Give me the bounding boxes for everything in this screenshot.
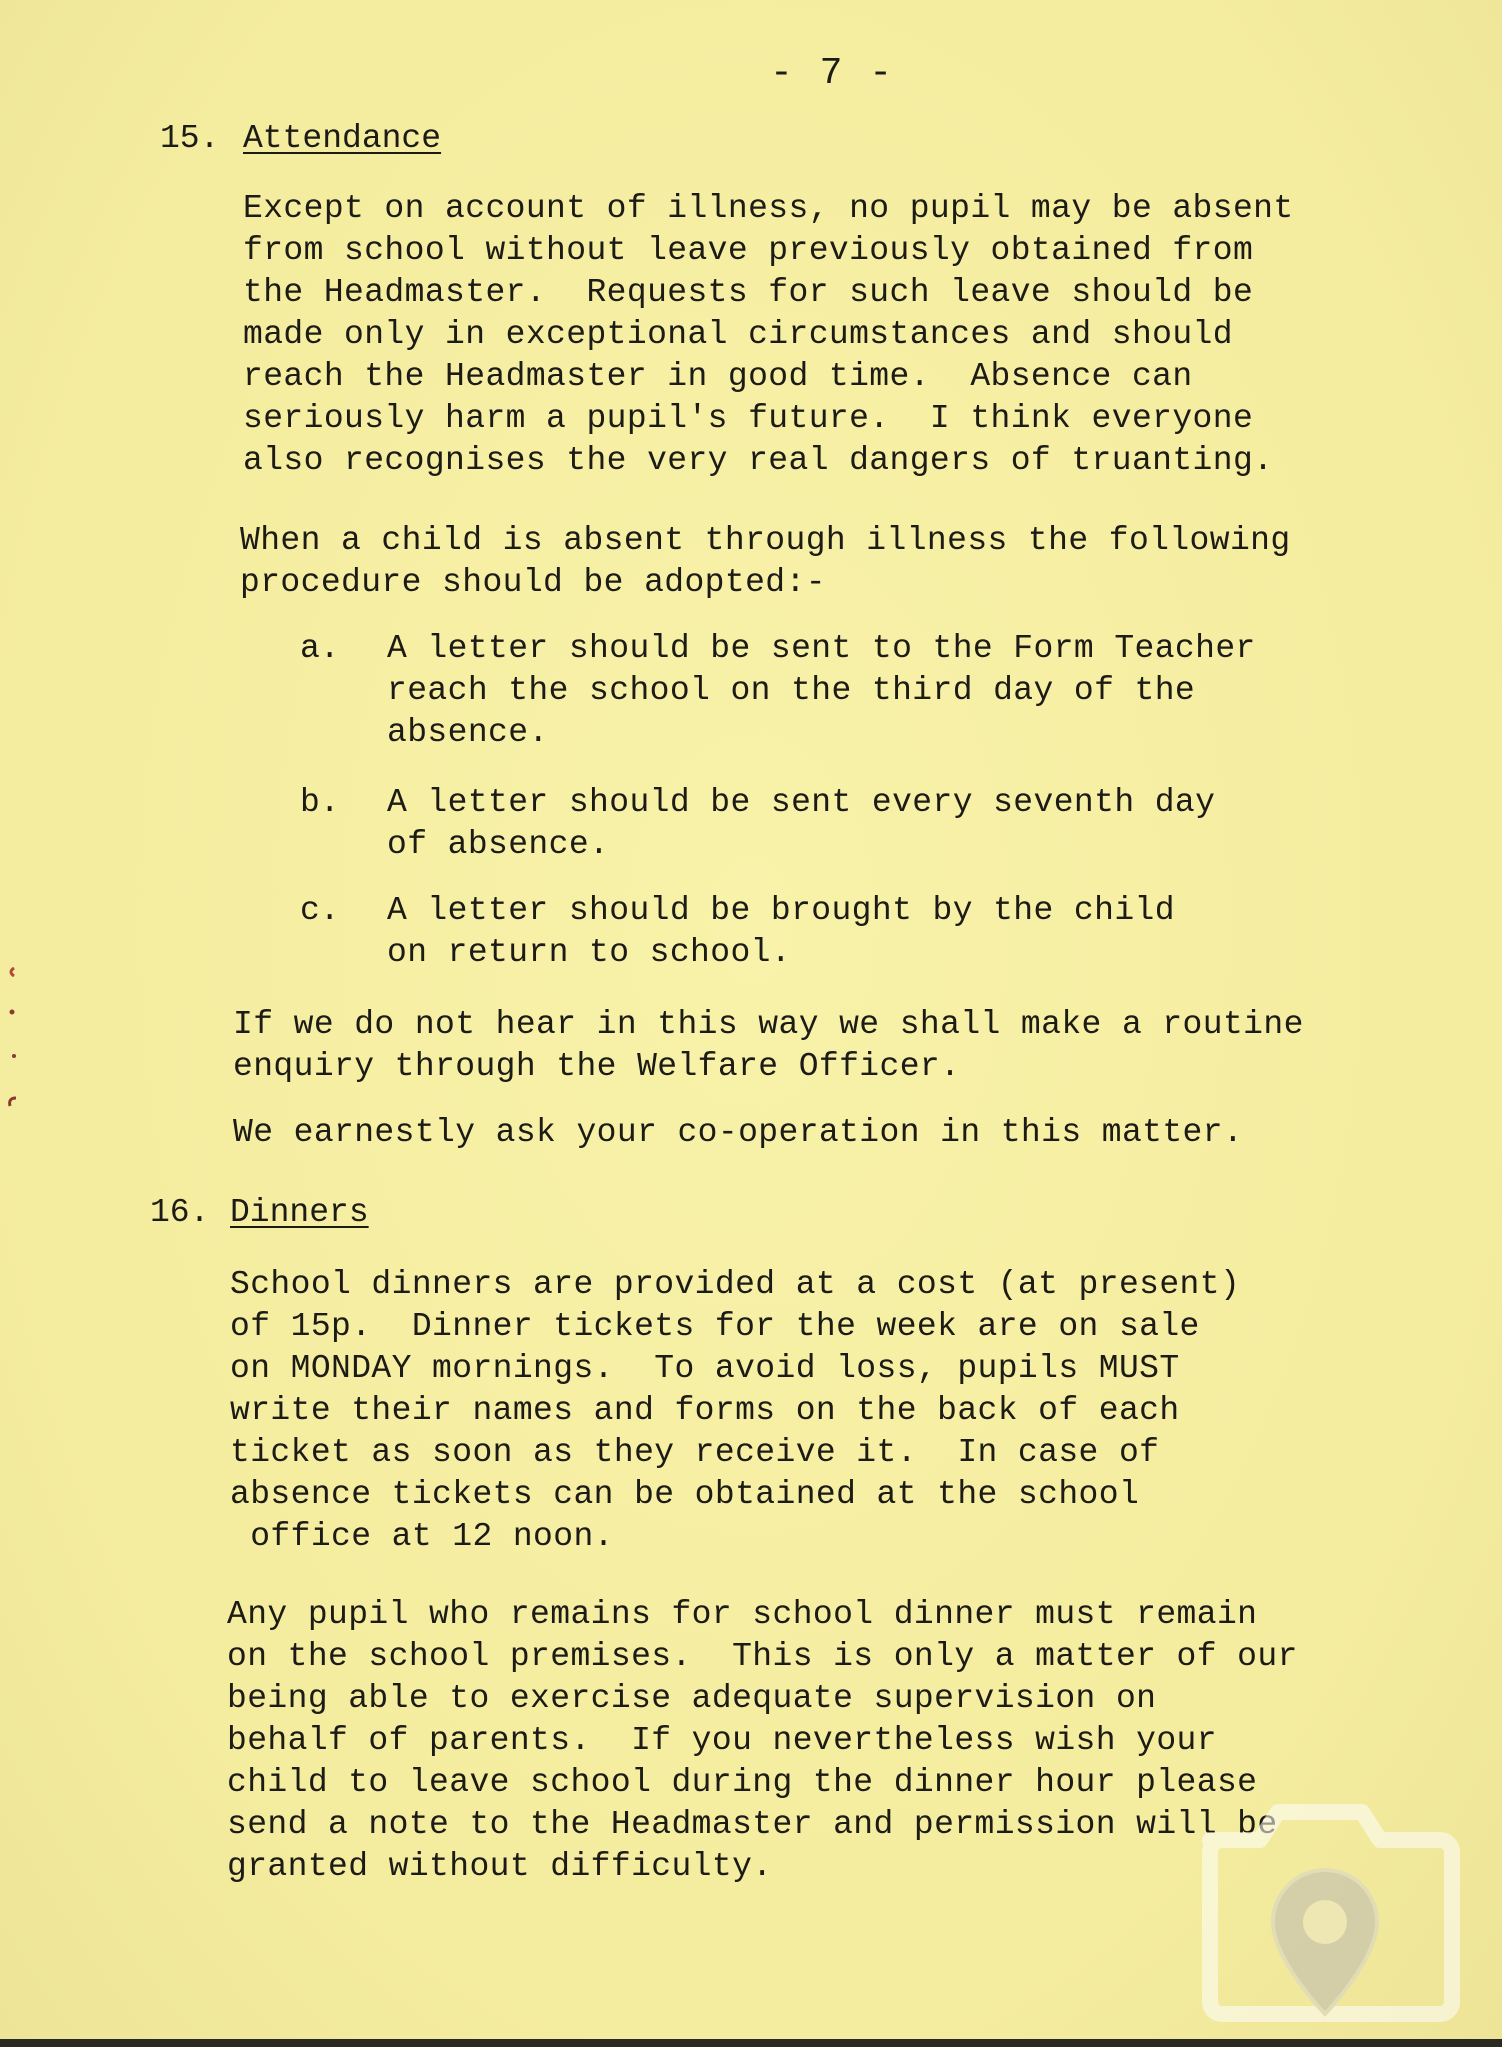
text-line: procedure should be adopted:- [240, 564, 826, 601]
text-line: Except on account of illness, no pupil may be absent [243, 190, 1294, 227]
section-15-paragraph-4: We earnestly ask your co-operation in this matter. [233, 1114, 1244, 1151]
text-line: behalf of parents. If you nevertheless wish your [227, 1722, 1217, 1759]
text-line: made only in exceptional circumstances and should [243, 316, 1233, 353]
section-16-number: 16. [150, 1194, 210, 1231]
page-bottom-edge [0, 2039, 1502, 2047]
margin-marks [0, 960, 40, 1120]
text-line: seriously harm a pupil's future. I think everyone [243, 400, 1254, 437]
camera-location-icon [1190, 1800, 1460, 2030]
text-line: Any pupil who remains for school dinner must remain [227, 1596, 1258, 1633]
list-marker: a. [300, 630, 340, 667]
text-line: office at 12 noon. [230, 1518, 614, 1555]
text-line: A letter should be sent every seventh day [387, 784, 1216, 821]
text-line: absence tickets can be obtained at the school [230, 1476, 1140, 1513]
text-line: absence. [387, 714, 549, 751]
list-marker: b. [300, 784, 340, 821]
section-16-title: Dinners [230, 1194, 369, 1231]
section-15-title: Attendance [243, 120, 442, 157]
text-line: on the school premises. This is only a matter of our [227, 1638, 1298, 1675]
text-line: child to leave school during the dinner hour please [227, 1764, 1258, 1801]
text-line: A letter should be sent to the Form Teacher [387, 630, 1256, 667]
text-line: on return to school. [387, 934, 792, 971]
text-line: enquiry through the Welfare Officer. [233, 1048, 961, 1085]
text-line: When a child is absent through illness the following [240, 522, 1291, 559]
text-line: reach the school on the third day of the [387, 672, 1196, 709]
text-line: being able to exercise adequate supervision on [227, 1680, 1157, 1717]
text-line: from school without leave previously obtained from [243, 232, 1254, 269]
text-line: ticket as soon as they receive it. In case of [230, 1434, 1160, 1471]
page-number: - 7 - [770, 52, 895, 95]
text-line: send a note to the Headmaster and permission will be [227, 1806, 1278, 1843]
text-line: the Headmaster. Requests for such leave should be [243, 274, 1254, 311]
text-line: A letter should be brought by the child [387, 892, 1175, 929]
text-line: of absence. [387, 826, 610, 863]
text-line: also recognises the very real dangers of truanting. [243, 442, 1274, 479]
text-line: School dinners are provided at a cost (at present) [230, 1266, 1241, 1303]
list-marker: c. [300, 892, 340, 929]
text-line: If we do not hear in this way we shall make a routine [233, 1006, 1304, 1043]
text-line: reach the Headmaster in good time. Absence can [243, 358, 1193, 395]
section-15-number: 15. [160, 120, 220, 157]
text-line: granted without difficulty. [227, 1848, 773, 1885]
text-line: write their names and forms on the back of each [230, 1392, 1180, 1429]
text-line: of 15p. Dinner tickets for the week are on sale [230, 1308, 1200, 1345]
text-line: on MONDAY mornings. To avoid loss, pupils MUST [230, 1350, 1180, 1387]
